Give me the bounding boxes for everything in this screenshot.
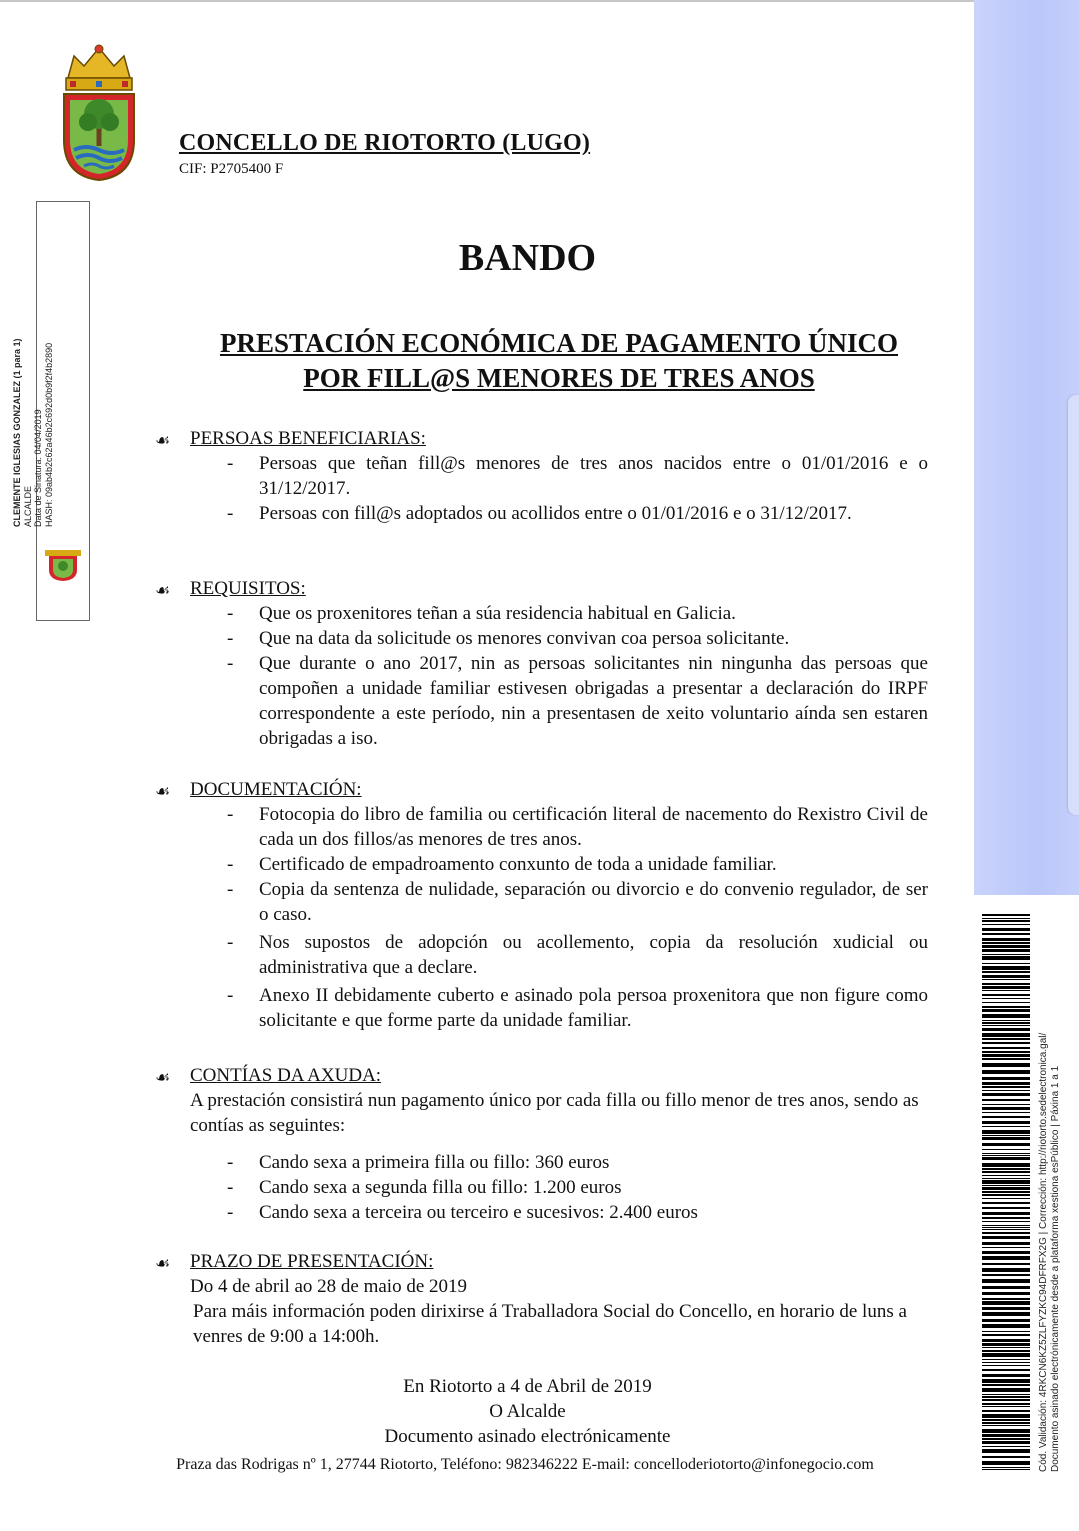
- barcode-bar: [982, 1116, 1030, 1118]
- barcode-bar: [982, 942, 1030, 944]
- barcode-bar: [982, 954, 1030, 955]
- barcode-bar: [982, 1229, 1030, 1230]
- barcode-bar: [982, 1051, 1030, 1053]
- barcode-bar: [982, 1082, 1030, 1085]
- dash-marker: -: [227, 932, 234, 953]
- dash-marker: -: [227, 603, 234, 624]
- closing-place-date: En Riotorto a 4 de Abril de 2019: [403, 1376, 652, 1397]
- list-item-text: Persoas con fill@s adoptados ou acollidos entre o 01/01/2016 e o 31/12/2017.: [259, 503, 852, 524]
- list-item-text: Nos supostos de adopción ou acollemento, copia da resolución xudicial ou administrativa que a declare.: [259, 932, 928, 978]
- section-documentacion: [155, 777, 928, 1033]
- barcode-bar: [982, 1187, 1030, 1190]
- barcode-bar: [982, 1461, 1030, 1465]
- barcode-bar: [982, 1020, 1030, 1021]
- barcode-bar: [982, 1185, 1030, 1186]
- barcode-bar: [982, 1163, 1030, 1167]
- barcode-bar: [982, 928, 1030, 931]
- barcode-bar: [982, 1009, 1030, 1012]
- barcode-bar: [982, 1121, 1030, 1124]
- barcode-bar: [982, 1343, 1030, 1346]
- barcode-bar: [982, 1384, 1030, 1386]
- barcode-bar: [982, 1180, 1030, 1184]
- heading-label: PRAZO DE PRESENTACIÓN:: [190, 1251, 434, 1272]
- barcode-bar: [982, 1434, 1030, 1437]
- dash-marker: -: [227, 854, 234, 875]
- list-item-text: Cando sexa a primeira filla ou fillo: 360 euros: [259, 1152, 610, 1173]
- list-item-text: Que durante o ano 2017, nin as persoas solicitantes nin ningunha das persoas que compoñen a unidade familiar estivesen obrigadas a presentar a declaración do IRPF correspondente a este período, nin a presentasen de xeito voluntario aínda sen estaren obrigadas a iso.: [259, 653, 928, 749]
- prazo-dates: Do 4 de abril ao 28 de maio de 2019: [190, 1276, 468, 1297]
- barcode-bar: [982, 1232, 1030, 1234]
- barcode-bar: [982, 1112, 1030, 1113]
- barcode-bar: [982, 1301, 1030, 1305]
- list-item-text: Que os proxenitores teñan a súa residencia habitual en Galicia.: [259, 603, 736, 624]
- header-title: CONCELLO DE RIOTORTO (LUGO): [179, 130, 591, 156]
- barcode: [982, 914, 1030, 1472]
- list-item: [155, 451, 928, 501]
- barcode-bar: [982, 1406, 1030, 1407]
- barcode-bar: [982, 1070, 1030, 1074]
- barcode-bar: [982, 1191, 1030, 1193]
- barcode-bar: [982, 1429, 1030, 1433]
- barcode-bar: [982, 983, 1030, 985]
- barcode-bar: [982, 1022, 1030, 1024]
- fleuron-bullet-icon: ☙: [155, 1068, 171, 1087]
- list-item-text: Persoas que teñan fill@s menores de tres anos nacidos entre o 01/01/2016 e o 31/12/2017.: [259, 453, 928, 499]
- dash-marker: -: [227, 653, 234, 674]
- list-item: [155, 501, 928, 526]
- barcode-bar: [982, 1414, 1030, 1418]
- list-item: [155, 651, 928, 751]
- page-title: BANDO: [458, 237, 597, 279]
- barcode-bar: [982, 1014, 1030, 1018]
- barcode-bar: [982, 1279, 1030, 1283]
- barcode-bar: [982, 1058, 1030, 1060]
- list-item-text: Fotocopia do libro de familia ou certificación literal de nacemento do Rexistro Civil de cada un dos fillos/as menores de tres anos.: [259, 804, 928, 850]
- barcode-bar: [982, 1033, 1030, 1037]
- barcode-bar: [982, 918, 1030, 919]
- barcode-bar: [982, 1419, 1030, 1421]
- top-border: [0, 0, 1079, 2]
- barcode-bar: [982, 1298, 1030, 1300]
- barcode-bar: [982, 1168, 1030, 1170]
- fleuron-bullet-icon: ☙: [155, 431, 171, 450]
- barcode-bar: [982, 1006, 1030, 1008]
- barcode-bar: [982, 938, 1030, 941]
- dash-marker: -: [227, 879, 234, 900]
- section-heading: [155, 1063, 928, 1088]
- barcode-bar: [982, 1212, 1030, 1215]
- barcode-bar: [982, 1399, 1030, 1401]
- dash-marker: -: [227, 1202, 234, 1223]
- barcode-bar: [982, 1446, 1030, 1447]
- signature-date: Data de Sinatura: 04/04/2019: [33, 409, 43, 527]
- barcode-bar: [982, 1175, 1030, 1176]
- barcode-bar: [982, 956, 1030, 960]
- barcode-bar: [982, 1093, 1030, 1096]
- barcode-bar: [982, 994, 1030, 996]
- barcode-bar: [982, 1422, 1030, 1424]
- dash-marker: -: [227, 503, 234, 524]
- barcode-bar: [982, 1394, 1030, 1395]
- subtitle: [190, 326, 928, 396]
- closing-note: Documento asinado electrónicamente: [384, 1426, 671, 1447]
- barcode-bar: [982, 1359, 1030, 1360]
- barcode-bar: [982, 1155, 1030, 1156]
- barcode-bar: [982, 924, 1030, 925]
- barcode-bar: [982, 1256, 1030, 1260]
- dash-marker: -: [227, 1177, 234, 1198]
- barcode-bar: [982, 933, 1030, 935]
- barcode-bar: [982, 1135, 1030, 1136]
- signature-hash: HASH: 09ab4b2c62a46b2c692d0b9f2f4b2890: [43, 342, 54, 527]
- list-item-text: Certificado de empadroamento conxunto de toda a unidade familiar.: [259, 854, 777, 875]
- barcode-bar: [982, 1126, 1030, 1127]
- list-item: [155, 852, 928, 877]
- dash-marker: -: [227, 985, 234, 1006]
- barcode-bar: [982, 1403, 1030, 1405]
- contias-intro: A prestación consistirá nun pagamento único por cada filla ou fillo menor de tres anos, sendo as contías as seguintes:: [190, 1090, 919, 1136]
- barcode-bar: [982, 914, 1030, 916]
- barcode-bar: [982, 1469, 1030, 1470]
- closing-block: [0, 1374, 1055, 1449]
- barcode-bar: [982, 1149, 1030, 1150]
- list-item: [155, 1200, 928, 1225]
- heading-label: CONTÍAS DA AXUDA:: [190, 1065, 382, 1086]
- barcode-bar: [982, 998, 1030, 999]
- list-item-text: Copia da sentenza de nulidade, separación ou divorcio e do convenio regulador, de ser o caso.: [259, 879, 928, 925]
- barcode-bar: [982, 1263, 1030, 1265]
- barcode-bar: [982, 1331, 1030, 1332]
- barcode-bar: [982, 1025, 1030, 1026]
- barcode-bar: [982, 1054, 1030, 1057]
- barcode-bar: [982, 1388, 1030, 1392]
- barcode-bar: [982, 1236, 1030, 1239]
- barcode-bar: [982, 1374, 1030, 1377]
- prazo-info: Para máis información poden dirixirse á Traballadora Social do Concello, en horario de luns a venres de 9:00 a 14:00h.: [193, 1301, 907, 1347]
- barcode-bar: [982, 986, 1030, 989]
- barcode-bar: [982, 979, 1030, 980]
- barcode-bar: [982, 1312, 1030, 1316]
- barcode-bar: [982, 1042, 1030, 1044]
- barcode-bar: [982, 1077, 1030, 1080]
- barcode-bar: [982, 1441, 1030, 1444]
- barcode-bar: [982, 1425, 1030, 1426]
- subtitle-line-1: PRESTACIÓN ECONÓMICA DE PAGAMENTO ÚNICO: [219, 328, 899, 358]
- fleuron-bullet-icon: ☙: [155, 1254, 171, 1273]
- barcode-bar: [982, 990, 1030, 991]
- dash-marker: -: [227, 453, 234, 474]
- heading-label: PERSOAS BENEFICIARIAS:: [190, 428, 426, 449]
- barcode-bar: [982, 971, 1030, 973]
- barcode-bar: [982, 1334, 1030, 1336]
- section-heading: [155, 576, 928, 601]
- barcode-bar: [982, 1153, 1030, 1154]
- barcode-bar: [982, 1143, 1030, 1146]
- dash-marker: -: [227, 628, 234, 649]
- list-item: [155, 930, 928, 980]
- barcode-bar: [982, 1157, 1030, 1160]
- section-prazo: [155, 1249, 928, 1349]
- barcode-bar: [982, 1324, 1030, 1328]
- barcode-bar: [982, 1038, 1030, 1040]
- barcode-bar: [982, 1350, 1030, 1352]
- heading-label: REQUISITOS:: [190, 578, 306, 599]
- barcode-bar: [982, 949, 1030, 952]
- validation-strip: [1038, 914, 1066, 1472]
- barcode-bar: [982, 1410, 1030, 1412]
- validation-line-2: Documento asinado electrónicamente desde a plataforma xestiona esPúblico | Páxina 1 a 1: [1050, 1065, 1061, 1472]
- barcode-bar: [982, 1251, 1030, 1254]
- section-heading: [155, 777, 928, 802]
- barcode-bar: [982, 1242, 1030, 1245]
- barcode-bar: [982, 1286, 1030, 1289]
- barcode-bar: [982, 1104, 1030, 1105]
- barcode-bar: [982, 1319, 1030, 1322]
- barcode-bar: [982, 1307, 1030, 1310]
- validation-line-1: Cód. Validación: 4RKCN6KZ5ZLFYZKC94DFRFX2G | Corrección: http://riotorto.sedelectronica.gal/: [1038, 1032, 1049, 1472]
- section-requisitos: [155, 576, 928, 751]
- fleuron-bullet-icon: ☙: [155, 581, 171, 600]
- barcode-bar: [982, 963, 1030, 964]
- list-item: [155, 983, 928, 1033]
- barcode-bar: [982, 945, 1030, 948]
- signer-role: ALCALDE: [22, 485, 33, 527]
- barcode-bar: [982, 1339, 1030, 1342]
- barcode-bar: [982, 1090, 1030, 1091]
- barcode-bar: [982, 1198, 1030, 1199]
- barcode-bar: [982, 1178, 1030, 1179]
- barcode-bar: [982, 1379, 1030, 1383]
- barcode-bar: [982, 1137, 1030, 1140]
- list-item-text: Cando sexa a terceira ou terceiro e sucesivos: 2.400 euros: [259, 1202, 698, 1223]
- barcode-bar: [982, 1227, 1030, 1228]
- barcode-bar: [982, 1086, 1030, 1088]
- barcode-bar: [982, 1107, 1030, 1110]
- small-crest-icon: [41, 548, 85, 582]
- dash-marker: -: [227, 804, 234, 825]
- list-item: [155, 1175, 928, 1200]
- barcode-bar: [982, 1274, 1030, 1276]
- barcode-bar: [982, 1171, 1030, 1173]
- barcode-bar: [982, 1221, 1030, 1222]
- list-item: [155, 1150, 928, 1175]
- list-item-text: Anexo II debidamente cuberto e asinado pola persoa proxenitora que non figure como solicitante e que forme parte da unidade familiar.: [259, 985, 928, 1031]
- coat-of-arms-logo: [58, 44, 140, 184]
- barcode-bar: [982, 1365, 1030, 1366]
- barcode-bar: [982, 920, 1030, 922]
- closing-role: O Alcalde: [489, 1401, 566, 1422]
- header-cif: CIF: P2705400 F: [179, 161, 284, 177]
- subtitle-line-2: POR FILL@S MENORES DE TRES ANOS: [303, 363, 815, 393]
- footer-address: Praza das Rodrigas nº 1, 27744 Riotorto, Teléfono: 982346222 E-mail: concelloderiotorto@infonegocio.com: [176, 1456, 874, 1473]
- barcode-bar: [982, 1369, 1030, 1371]
- barcode-bar: [982, 1467, 1030, 1468]
- validation-text: [1038, 914, 1066, 1472]
- barcode-bar: [982, 966, 1030, 970]
- barcode-bar: [982, 1130, 1030, 1134]
- barcode-bar: [982, 1396, 1030, 1398]
- list-item-text: Cando sexa a segunda filla ou fillo: 1.200 euros: [259, 1177, 622, 1198]
- section-heading: [155, 1249, 928, 1274]
- side-band: [974, 0, 1079, 895]
- barcode-bar: [982, 1292, 1030, 1295]
- heading-label: DOCUMENTACIÓN:: [190, 779, 362, 800]
- barcode-bar: [982, 1362, 1030, 1363]
- list-item: [155, 626, 928, 651]
- barcode-bar: [982, 1217, 1030, 1219]
- list-item: [155, 601, 928, 626]
- list-item-text: Que na data da solicitude os menores convivan coa persoa solicitante.: [259, 628, 790, 649]
- scroll-handle[interactable]: [1068, 395, 1079, 815]
- barcode-bar: [982, 1002, 1030, 1003]
- barcode-bar: [982, 975, 1030, 978]
- barcode-bar: [982, 1438, 1030, 1440]
- section-beneficiarias: [155, 426, 928, 526]
- barcode-bar: [982, 1225, 1030, 1226]
- barcode-bar: [982, 1456, 1030, 1458]
- barcode-bar: [982, 1194, 1030, 1196]
- barcode-bar: [982, 1247, 1030, 1248]
- section-heading: [155, 426, 928, 451]
- barcode-bar: [982, 1347, 1030, 1348]
- barcode-bar: [982, 1028, 1030, 1031]
- list-item: [155, 877, 928, 927]
- section-contias: [155, 1063, 928, 1225]
- fleuron-bullet-icon: ☙: [155, 782, 171, 801]
- list-item: [155, 802, 928, 852]
- barcode-bar: [982, 1207, 1030, 1209]
- barcode-bar: [982, 1063, 1030, 1067]
- barcode-bar: [982, 1202, 1030, 1204]
- signer-name: CLEMENTE IGLESIAS GONZALEZ (1 para 1): [12, 338, 22, 527]
- barcode-bar: [982, 1099, 1030, 1101]
- barcode-bar: [982, 1047, 1030, 1049]
- barcode-bar: [982, 1268, 1030, 1272]
- barcode-bar: [982, 1353, 1030, 1357]
- dash-marker: -: [227, 1152, 234, 1173]
- barcode-bar: [982, 1449, 1030, 1453]
